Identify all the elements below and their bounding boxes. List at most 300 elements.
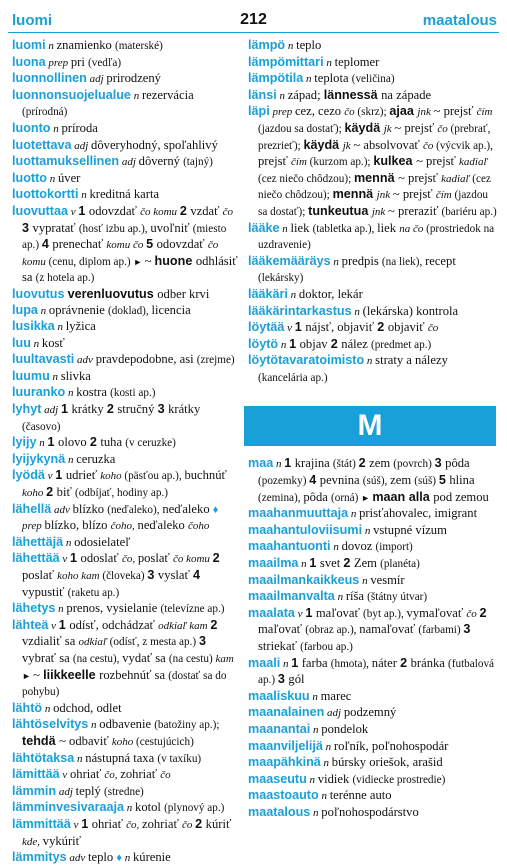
bold-text: käydä — [344, 120, 384, 135]
dictionary-entry — [248, 705, 500, 722]
headword: lähtö — [12, 700, 43, 715]
grammar-label: n — [279, 222, 291, 235]
dictionary-entry — [12, 55, 240, 72]
grammar-label: čoho, — [110, 520, 138, 533]
bold-text: 3 — [434, 456, 446, 471]
bold-text: 5 — [146, 237, 157, 252]
note-text: (zrejme) — [196, 354, 235, 367]
phrase-marker-icon: ► — [361, 492, 373, 503]
translation-text: zem — [390, 473, 415, 488]
grammar-label: čo — [437, 122, 451, 135]
grammar-label: n — [273, 458, 285, 471]
grammar-label: n — [63, 536, 75, 549]
translation-text: podzemný — [343, 705, 397, 720]
headword: maalata — [248, 605, 295, 620]
grammar-label: jnk — [371, 205, 389, 218]
grammar-label: n — [287, 288, 299, 301]
grammar-label: čo — [427, 322, 439, 335]
note-text: (planéta) — [380, 558, 420, 571]
grammar-label: čo, — [126, 818, 142, 831]
translation-text: rezervácia — [141, 87, 194, 102]
translation-text: zohriať — [120, 767, 161, 782]
grammar-label: n — [124, 802, 136, 815]
bold-text: huone — [154, 253, 196, 268]
dictionary-entry — [12, 287, 240, 303]
note-text: (lekársky) — [258, 272, 304, 285]
dictionary-entry — [12, 701, 240, 718]
dictionary-entry — [248, 104, 500, 220]
note-text: (farbami) — [418, 624, 464, 637]
grammar-label: v — [48, 619, 59, 632]
grammar-label: čo komu — [22, 239, 219, 268]
phrase-marker-icon: ► — [22, 670, 34, 681]
dictionary-entry — [12, 171, 240, 188]
bold-text: 2 — [89, 435, 101, 450]
dictionary-entry — [12, 154, 240, 171]
translation-text: poslať — [22, 568, 58, 582]
headword: lämpömittari — [248, 54, 324, 69]
translation-text: striekať — [258, 639, 301, 653]
bold-text: 5 — [438, 473, 450, 488]
translation-text: zem — [369, 456, 394, 471]
translation-text: kosť — [41, 335, 65, 350]
translation-text: kreditná karta — [89, 187, 160, 202]
dictionary-entry — [248, 739, 500, 756]
headword: maahantuloviisumi — [248, 522, 363, 537]
note-text: (vidiecke prostredie) — [352, 773, 446, 786]
note-text: (obraz ap.), — [305, 624, 360, 637]
translation-text: vybrať sa — [22, 650, 73, 665]
note-text: (plynový ap.) — [164, 802, 225, 815]
headword: löytö — [248, 336, 279, 351]
note-text: (v ceruzke) — [125, 437, 176, 450]
translation-text: uvoľniť — [150, 220, 193, 235]
dictionary-entry — [248, 353, 500, 386]
dictionary-entry — [12, 502, 240, 535]
translation-text: prenechať — [52, 237, 107, 252]
bold-text: 2 — [179, 203, 191, 218]
note-text: (predmet ap.) — [370, 338, 432, 351]
right-column — [248, 38, 500, 822]
note-text: (prostriedok na uzdravenie) — [258, 222, 495, 252]
grammar-label: n — [55, 603, 67, 616]
note-text: (kosti ap.) — [110, 387, 156, 400]
grammar-label: na čo — [399, 222, 427, 235]
dictionary-entry — [12, 435, 240, 452]
bold-text: liikkeelle — [43, 667, 100, 682]
translation-text: úver — [57, 170, 81, 185]
headword: löytää — [248, 320, 285, 335]
headword: maatalous — [248, 804, 311, 819]
dictionary-entry — [12, 303, 240, 320]
note-text: (súš), — [362, 475, 391, 488]
translation-text: olovo — [58, 435, 90, 450]
translation-text: odísť, odchádzať — [69, 617, 159, 632]
translation-text: poslať — [137, 551, 173, 566]
diamond-marker-icon: ♦ — [212, 503, 219, 516]
note-text: (vedľa) — [88, 56, 122, 69]
grammar-label: n — [278, 338, 290, 351]
translation-text: Zem — [353, 556, 381, 571]
translation-text: dovoz — [341, 539, 376, 554]
bold-text: 2 — [195, 816, 206, 831]
left-column — [12, 38, 240, 867]
dictionary-entry — [12, 187, 240, 204]
headword: lusikka — [12, 319, 55, 334]
grammar-label: n — [78, 189, 90, 202]
note-text: (batožiny ap.); — [154, 719, 220, 732]
bold-text: 4 — [41, 237, 53, 252]
grammar-label: n — [334, 591, 346, 604]
translation-text: roľník, poľnohospodár — [333, 738, 449, 753]
grammar-label: n — [45, 40, 57, 52]
grammar-label: v — [294, 607, 306, 620]
headword: luonto — [12, 120, 51, 135]
translation-text: vyslať — [157, 568, 194, 582]
headword: maaseutu — [248, 771, 307, 786]
dictionary-entry — [248, 88, 500, 105]
note-text: (kurzom ap.); — [309, 156, 374, 169]
translation-text: západ; — [287, 87, 324, 102]
grammar-label: n — [65, 387, 77, 400]
note-text: (miesto ap.) — [22, 222, 227, 252]
bold-text: 2 — [377, 320, 388, 335]
translation-text: tuha — [100, 435, 126, 450]
translation-text: ohriať — [70, 767, 105, 782]
note-text: (v taxíku) — [157, 752, 202, 765]
headword: maailma — [248, 556, 299, 571]
headword: lämmin — [12, 783, 57, 798]
translation-text: oprávnenie — [48, 302, 108, 317]
translation-text: svet — [319, 556, 344, 571]
translation-text: vesmír — [370, 572, 405, 587]
note-text: (kancelária ap.) — [258, 371, 328, 384]
translation-text: búrsky oriešok, arašid — [331, 755, 443, 770]
translation-text: lyžica — [65, 319, 96, 334]
grammar-label: n — [303, 73, 315, 86]
grammar-label: n — [306, 773, 318, 786]
translation-text: slivka — [60, 368, 91, 383]
headword: luuranko — [12, 385, 66, 400]
grammar-label: n — [330, 541, 342, 554]
grammar-label: n — [280, 657, 292, 670]
translation-text: prisťahovalec, imigrant — [359, 506, 478, 521]
translation-text: ~ prejsť — [416, 154, 460, 169]
right-column-entries-l — [248, 38, 500, 386]
bold-text: 1 — [289, 336, 300, 351]
translation-text: udrieť — [65, 468, 101, 483]
note-text: (raketu ap.) — [67, 586, 120, 599]
bold-text: mennä — [353, 170, 399, 185]
grammar-label: n — [285, 40, 297, 52]
translation-text: stručný — [117, 402, 158, 417]
bold-text: kulkea — [373, 154, 417, 169]
headword: maa — [248, 456, 274, 471]
translation-text: doktor, lekár — [298, 286, 363, 301]
grammar-label: n — [88, 719, 100, 732]
note-text: (byt ap.), — [363, 607, 407, 620]
translation-text: nález — [341, 336, 371, 351]
dictionary-entry — [248, 55, 500, 72]
headword: löytötavaratoimisto — [248, 353, 365, 368]
bold-text: 2 — [210, 617, 218, 632]
dictionary-entry — [248, 38, 500, 55]
headword: lämmittää — [12, 816, 71, 831]
headword: lääkärintarkastus — [248, 303, 352, 318]
translation-text: buchnúť — [184, 468, 227, 483]
translation-text: namaľovať — [359, 622, 419, 637]
bold-text: mennä — [332, 187, 377, 202]
dictionary-entry — [12, 385, 240, 402]
dictionary-entry — [12, 352, 240, 369]
grammar-label: n — [309, 690, 321, 703]
grammar-label: čo — [344, 106, 358, 119]
grammar-label: n — [359, 574, 371, 587]
dictionary-entry — [248, 656, 500, 689]
dictionary-entry — [248, 304, 500, 321]
translation-text: pondelok — [321, 721, 369, 736]
translation-text: objav — [299, 336, 331, 351]
grammar-label: odkiaľ — [78, 636, 110, 649]
translation-text: krajina — [294, 456, 333, 471]
grammar-label: n — [318, 790, 330, 803]
headword: maailmankaikkeus — [248, 572, 360, 587]
note-text: (prebrať, prezrieť); — [258, 122, 491, 152]
dictionary-entry — [12, 817, 240, 850]
dictionary-entry — [12, 601, 240, 618]
grammar-label: n — [124, 852, 133, 865]
headword: maahanmuuttaja — [248, 506, 349, 521]
grammar-label: v — [284, 322, 295, 335]
headword: luomi — [12, 38, 46, 52]
headword: luonnollinen — [12, 71, 87, 86]
translation-text: vzdať — [190, 203, 223, 218]
translation-text: nájsť, objaviť — [305, 320, 378, 335]
grammar-label: jk — [383, 122, 395, 135]
grammar-label: kam — [215, 652, 234, 665]
headword: luu — [12, 335, 31, 350]
note-text: (hmota), — [330, 657, 372, 670]
bold-text: 2 — [479, 605, 487, 620]
grammar-label: čo komu — [172, 553, 213, 566]
grammar-label: čím — [476, 106, 493, 119]
note-text: (televízne ap.) — [160, 603, 225, 616]
headword: luotettava — [12, 137, 72, 152]
dictionary-entry — [12, 88, 240, 121]
translation-text: odbavenie — [99, 717, 155, 732]
headword: luottamuksellinen — [12, 154, 120, 169]
dictionary-entry — [248, 523, 500, 540]
translation-text: nástupná taxa — [85, 750, 158, 765]
note-text: (povrch) — [393, 458, 435, 471]
grammar-label: čo, — [121, 553, 138, 566]
grammar-label: kde, — [22, 835, 43, 848]
dictionary-entry — [248, 287, 500, 304]
dictionary-entry — [248, 456, 500, 506]
dictionary-entry — [12, 71, 240, 88]
dictionary-entry — [248, 320, 500, 337]
headword: maaliskuu — [248, 688, 310, 703]
headword: lääkemääräys — [248, 253, 331, 268]
note-text: (stredne) — [104, 785, 144, 798]
dictionary-entry — [248, 805, 500, 822]
translation-text: vzdialiť sa — [22, 634, 79, 649]
note-text: (na liek), — [381, 255, 426, 268]
grammar-label: prep — [22, 520, 45, 533]
dictionary-entry — [248, 589, 500, 606]
translation-text: prirodzený — [106, 71, 161, 86]
running-head-left: luomi — [12, 12, 52, 29]
translation-text: biť — [56, 485, 75, 500]
note-text: (futbalová ap.) — [258, 657, 495, 687]
headword: luona — [12, 54, 46, 69]
grammar-label: n — [74, 752, 86, 765]
note-text: (neďaleko), — [107, 503, 163, 516]
bold-text: 1 — [305, 605, 316, 620]
dictionary-entry — [12, 751, 240, 768]
translation-text: krátky — [168, 402, 201, 417]
note-text: (časovo) — [22, 420, 61, 433]
bold-text: 1 — [284, 456, 295, 471]
translation-text: ~ — [33, 667, 44, 682]
translation-text: vykúriť — [42, 833, 82, 848]
translation-text: neďaleko — [162, 501, 213, 516]
headword: luovutus — [12, 286, 65, 301]
dictionary-entry — [12, 204, 240, 287]
dictionary-entry — [248, 71, 500, 88]
bold-text: 2 — [46, 485, 57, 500]
translation-text: teplota — [314, 71, 352, 86]
note-text: (prírodná) — [22, 106, 68, 119]
translation-text: ~ preraziť — [388, 203, 442, 218]
headword: luultavasti — [12, 352, 75, 367]
note-text: (pozemky) — [258, 475, 310, 488]
translation-text: odovzdať — [156, 237, 208, 252]
right-column-entries-m — [248, 456, 500, 821]
grammar-label: n — [348, 508, 360, 521]
grammar-label: adj — [86, 73, 107, 86]
note-text: (hosť izbu ap.), — [78, 222, 151, 235]
grammar-label: kadiaľ — [459, 156, 488, 169]
dictionary-entry — [248, 254, 500, 287]
translation-text: zohriať — [142, 816, 182, 831]
grammar-label: v — [70, 818, 82, 831]
headword: lähteä — [12, 617, 49, 632]
grammar-label: čo — [422, 139, 437, 152]
translation-text: dôverný — [138, 154, 184, 169]
translation-text: teplý — [75, 783, 104, 798]
bold-text: 1 — [58, 617, 70, 632]
dictionary-entry — [248, 788, 500, 805]
translation-text: (lekárska) kontrola — [362, 303, 459, 318]
note-text: (dostať sa do pohybu) — [22, 669, 227, 699]
bold-text: 3 — [198, 634, 206, 649]
translation-text: ~ prejsť — [392, 187, 436, 202]
running-head-right: maatalous — [422, 12, 497, 29]
headword: luottokortti — [12, 187, 79, 202]
grammar-label: odkiaľ kam — [158, 619, 211, 632]
translation-text: neďaleko — [137, 518, 188, 533]
grammar-label: adj — [56, 785, 76, 798]
bold-text: 4 — [193, 568, 201, 582]
grammar-label: koho kam — [57, 570, 103, 582]
headword: maanantai — [248, 721, 311, 736]
grammar-label: n — [49, 370, 61, 383]
dictionary-entry — [12, 369, 240, 386]
grammar-label: n — [323, 56, 335, 69]
grammar-label: n — [65, 453, 77, 466]
translation-text: ~ odbaviť — [59, 733, 112, 748]
grammar-label: n — [54, 321, 66, 334]
translation-text: príroda — [61, 120, 98, 135]
translation-text: teplo — [88, 850, 117, 865]
note-text: (cenu, diplom ap.) — [48, 255, 134, 268]
note-text: (päsťou ap.), — [124, 470, 185, 483]
note-text: (materské) — [115, 40, 163, 52]
headword: maapähkinä — [248, 755, 321, 770]
translation-text: ríša — [345, 589, 368, 604]
grammar-label: n — [320, 757, 332, 770]
headword: lähetys — [12, 601, 56, 616]
translation-text: objaviť — [387, 320, 428, 335]
note-text: (jazdou sa dostať); — [258, 189, 489, 218]
translation-text: blízko, blízo — [44, 518, 111, 533]
grammar-label: v — [67, 205, 79, 218]
note-text: (jazdou sa dostať); — [258, 122, 345, 135]
note-text: (farbou ap.) — [300, 641, 353, 653]
headword: lupa — [12, 302, 38, 317]
dictionary-entry — [248, 722, 500, 739]
note-text: (z hotela ap.) — [35, 272, 95, 285]
grammar-label: čím — [435, 189, 455, 202]
grammar-label: n — [330, 255, 342, 268]
headword: maahantuonti — [248, 539, 331, 554]
translation-text: vidiek — [317, 771, 353, 786]
bold-text: 2 — [106, 402, 118, 417]
grammar-label: adj — [119, 156, 139, 169]
translation-text: maľovať — [258, 622, 306, 637]
translation-text: liek — [290, 220, 313, 235]
dictionary-entry — [12, 767, 240, 784]
headword: lyijykynä — [12, 451, 66, 466]
headword: lähtöselvitys — [12, 717, 89, 732]
dictionary-entry — [248, 689, 500, 706]
bold-text: 2 — [400, 655, 411, 670]
bold-text: 2 — [212, 551, 220, 566]
dictionary-entry — [248, 337, 500, 354]
translation-text: kostra — [76, 385, 111, 400]
grammar-label: n — [42, 702, 54, 715]
grammar-label: prep — [45, 56, 71, 69]
translation-text: farba — [301, 655, 331, 670]
grammar-label: čím — [291, 156, 310, 169]
translation-text: terénne auto — [329, 788, 392, 803]
dictionary-entry — [12, 138, 240, 155]
translation-text: hlina — [449, 473, 475, 488]
translation-text: odhlásiť sa — [22, 253, 238, 285]
dictionary-entry — [12, 402, 240, 435]
grammar-label: jnk — [417, 106, 434, 119]
translation-text: vypustiť — [22, 584, 68, 599]
dictionary-entry — [248, 221, 500, 254]
grammar-label: n — [351, 305, 363, 318]
grammar-label: n — [37, 304, 49, 317]
bold-text: 2 — [358, 456, 370, 471]
diamond-marker-icon: ♦ — [116, 852, 125, 865]
translation-text: kúrenie — [132, 850, 171, 865]
grammar-label: kadiaľ — [441, 172, 473, 185]
note-text: (výcvik ap.), — [436, 139, 493, 152]
